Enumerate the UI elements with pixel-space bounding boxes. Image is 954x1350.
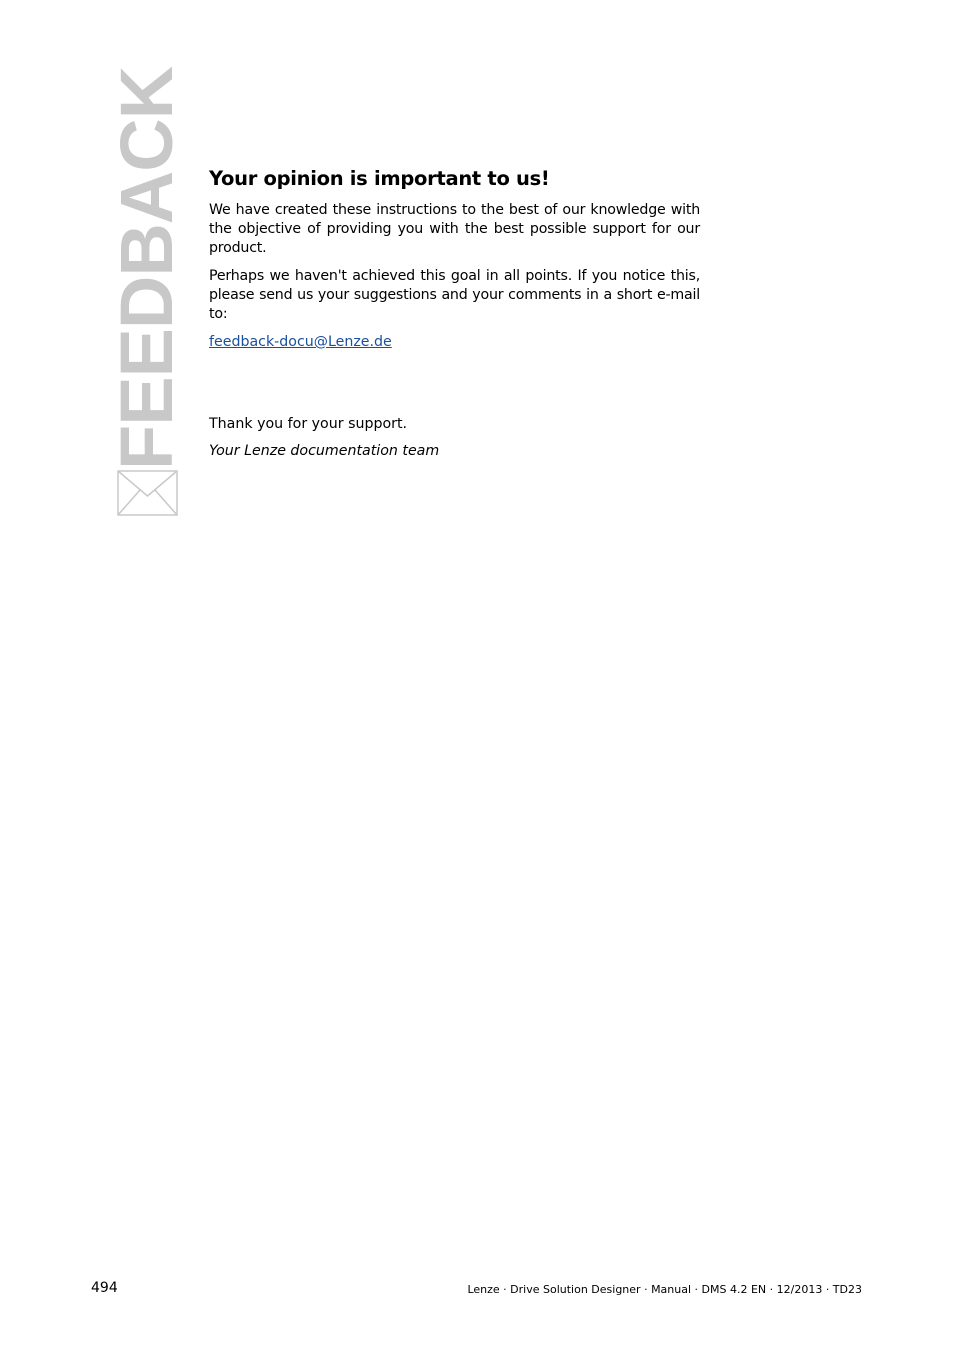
page-number: 494: [91, 1280, 118, 1296]
request-paragraph: Perhaps we haven't achieved this goal in all points. If you notice this, please send us your suggestions and your comments in a short e-mail to:: [209, 268, 700, 322]
feedback-email-link[interactable]: feedback-docu@Lenze.de: [209, 334, 392, 350]
header-rule: _______________________________________________________________: [91, 112, 736, 128]
page-title: Your opinion is important to us!: [209, 167, 550, 190]
thanks-text: Thank you for your support.: [209, 416, 408, 432]
intro-paragraph: We have created these instructions to the best of our knowledge with the objective of providing you with the best possible support for our product.: [209, 202, 700, 256]
feedback-watermark: FEEDBACK: [105, 66, 188, 470]
team-signature: Your Lenze documentation team: [209, 443, 440, 459]
envelope-icon: [117, 470, 178, 516]
footer-text: Lenze · Drive Solution Designer · Manual · DMS 4.2 EN · 12/2013 · TD23: [467, 1283, 862, 1296]
feedback-content: [209, 166, 700, 461]
